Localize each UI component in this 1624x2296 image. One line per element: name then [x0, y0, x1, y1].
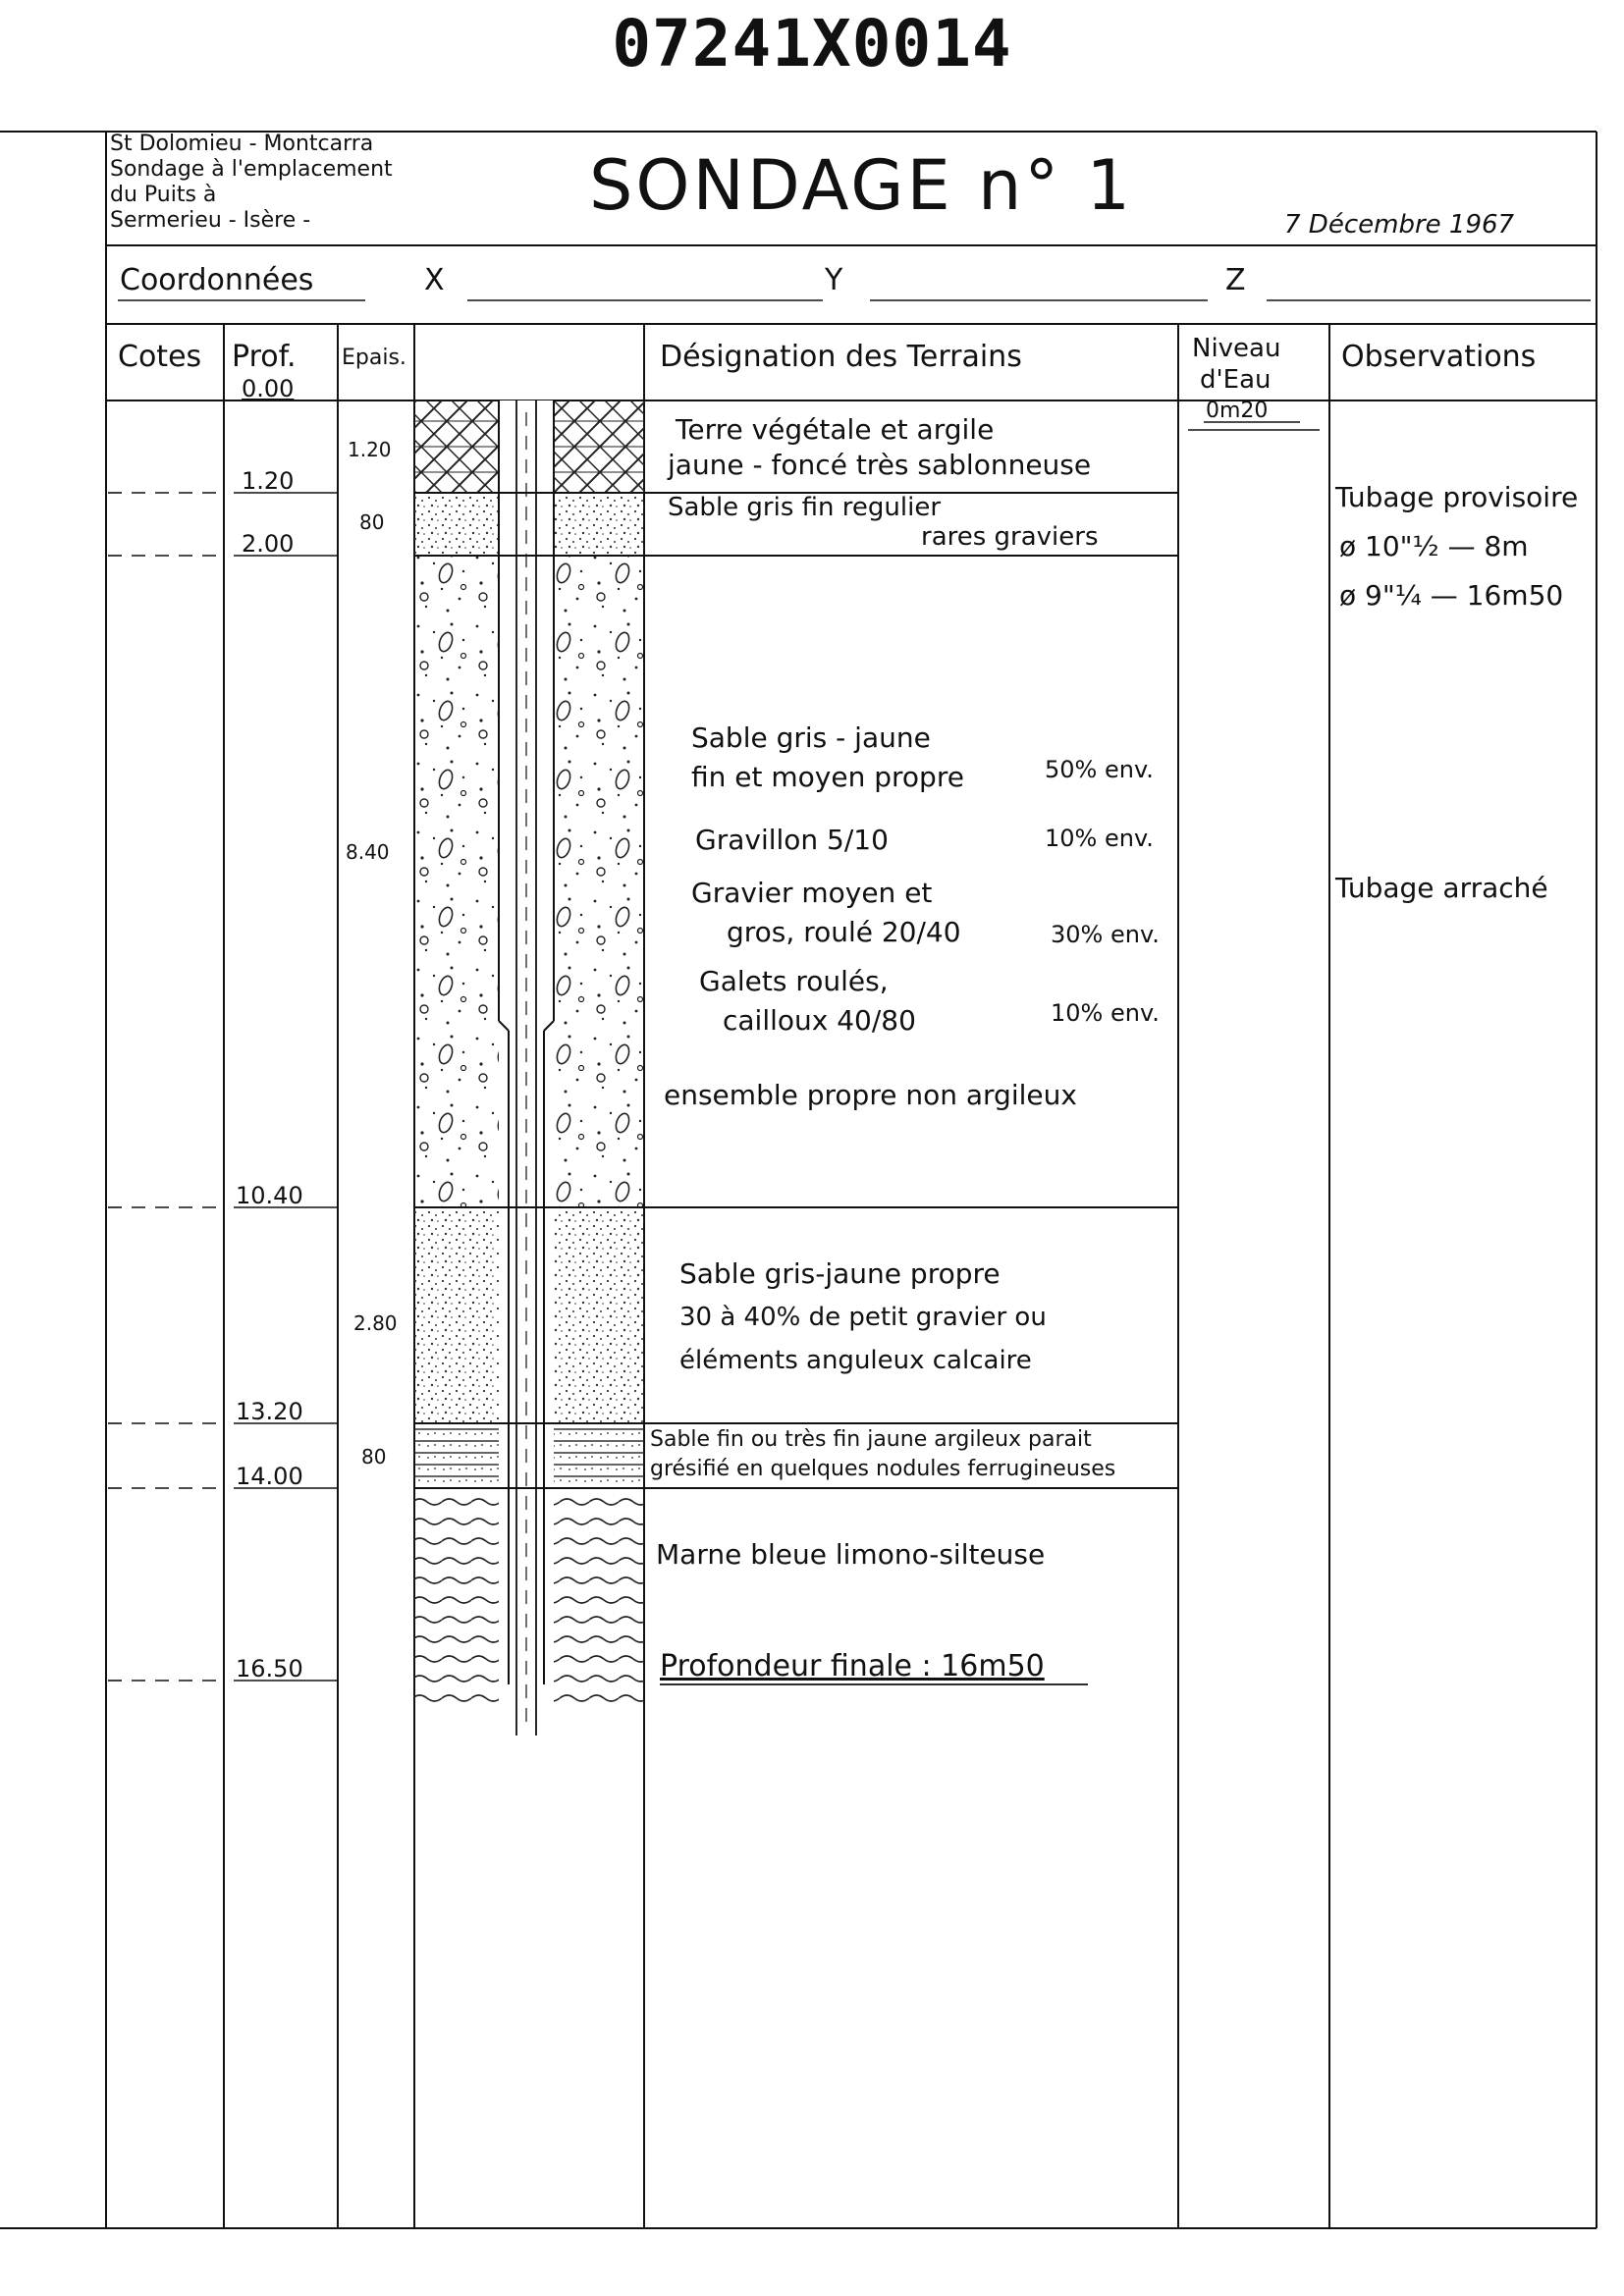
desc-line: jaune - foncé très sablonneuse [668, 449, 1092, 481]
survey-date: 7 Décembre 1967 [1284, 210, 1515, 240]
water-level-value: 0m20 [1206, 399, 1269, 423]
desc-line: 30 à 40% de petit gravier ou [679, 1303, 1047, 1332]
water-level-marker [1188, 422, 1320, 430]
coordinates-label: Coordonnées [120, 263, 314, 297]
obs-line: Tubage provisoire [1335, 481, 1579, 513]
desc-line: rares graviers [921, 522, 1099, 552]
desc-line: cailloux 40/80 [723, 1004, 916, 1037]
thickness-value: 80 [361, 1445, 387, 1468]
obs-line: ø 10"½ — 8m [1339, 530, 1529, 562]
desc-line: fin et moyen propre [691, 761, 964, 793]
depth-value: 16.50 [236, 1655, 303, 1682]
site-description [110, 132, 393, 234]
component-sand [691, 719, 964, 797]
site-line: Sondage à l'emplacement [110, 157, 393, 182]
layer-description [668, 493, 1099, 552]
desc-line: Sable gris fin regulier [668, 493, 942, 522]
page-title: SONDAGE n° 1 [589, 145, 1134, 226]
desc-line: Gravillon 5/10 [695, 824, 889, 856]
depth-value: 2.00 [242, 530, 295, 558]
y-label: Y [825, 263, 843, 297]
col-epais: Epais. [342, 346, 406, 370]
desc-line: Marne bleue limono-silteuse [656, 1538, 1046, 1571]
layer-description [668, 412, 1091, 483]
component-percent: 10% env. [1045, 825, 1154, 852]
site-line: St Dolomieu - Montcarra [110, 132, 374, 156]
desc-line: éléments anguleux calcaire [679, 1346, 1032, 1375]
desc-line: Sable gris - jaune [691, 721, 931, 754]
thickness-value: 8.40 [346, 840, 390, 864]
col-cotes: Cotes [118, 340, 202, 374]
component-galets [699, 962, 916, 1041]
site-line: Sermerieu - Isère - [110, 208, 311, 233]
desc-line: grésifié en quelques nodules ferrugineuses [650, 1457, 1116, 1481]
component-percent: 10% env. [1051, 999, 1160, 1027]
obs-line: ø 9"¼ — 16m50 [1339, 579, 1564, 612]
desc-line: Galets roulés, [699, 965, 889, 997]
thickness-value: 80 [359, 510, 385, 534]
desc-line: Sable gris-jaune propre [679, 1257, 1001, 1290]
depth-value: 13.20 [236, 1398, 303, 1425]
thickness-value: 1.20 [348, 438, 392, 461]
x-label: X [424, 263, 445, 297]
thickness-value: 2.80 [353, 1311, 398, 1335]
final-depth: Profondeur finale : 16m50 [660, 1649, 1045, 1683]
depth-value: 1.20 [242, 467, 295, 495]
col-designation: Désignation des Terrains [660, 340, 1022, 374]
desc-line: Gravier moyen et [691, 877, 933, 909]
depth-value: 14.00 [236, 1463, 303, 1490]
component-percent: 50% env. [1045, 756, 1154, 783]
desc-line: gros, roulé 20/40 [727, 916, 961, 948]
col-eau: d'Eau [1200, 365, 1272, 395]
observations-casing [1335, 473, 1578, 620]
component-percent: 30% env. [1051, 921, 1160, 948]
desc-line: Sable fin ou très fin jaune argileux parait [650, 1427, 1092, 1452]
component-gravier [691, 874, 961, 952]
z-label: Z [1225, 263, 1246, 297]
col-prof: Prof. [232, 340, 297, 374]
component-gravillon [695, 821, 889, 860]
depth-value: 10.40 [236, 1182, 303, 1209]
start-depth: 0.00 [242, 375, 295, 402]
site-line: du Puits à [110, 183, 217, 207]
observations-removed: Tubage arraché [1335, 872, 1548, 904]
layer-description [656, 1535, 1045, 1575]
layer-summary: ensemble propre non argileux [664, 1079, 1077, 1111]
desc-line: Terre végétale et argile [676, 413, 995, 446]
col-niveau: Niveau [1192, 334, 1281, 363]
layer-description [650, 1425, 1115, 1484]
document-reference: 07241X0014 [612, 6, 1012, 81]
layer-description [679, 1253, 1047, 1382]
col-observations: Observations [1341, 340, 1537, 374]
